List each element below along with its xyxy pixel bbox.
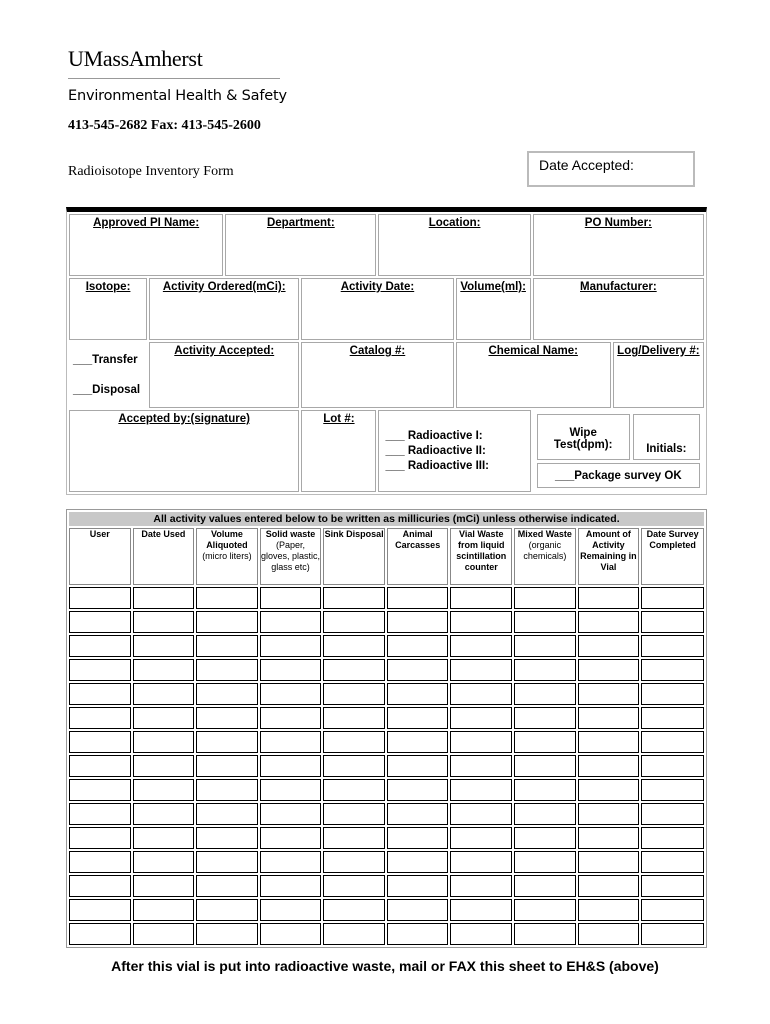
wipe-test-label: Wipe Test(dpm):: [553, 427, 613, 451]
entry-cell[interactable]: [260, 731, 322, 753]
entry-cell[interactable]: [450, 659, 512, 681]
table-row: [69, 779, 704, 801]
entry-cell[interactable]: [196, 587, 258, 609]
entry-cell[interactable]: [133, 731, 195, 753]
entry-cell[interactable]: [578, 683, 640, 705]
entry-cell[interactable]: [323, 659, 385, 681]
column-title: Amount of Activity Remaining in Vial: [580, 529, 637, 572]
entry-cell[interactable]: [196, 635, 258, 657]
entry-cell[interactable]: [641, 827, 704, 849]
entry-cell[interactable]: [387, 779, 449, 801]
location-label: Location:: [428, 217, 481, 229]
entry-cell[interactable]: [514, 659, 576, 681]
entry-cell[interactable]: [514, 851, 576, 873]
entry-cell[interactable]: [260, 827, 322, 849]
column-header: [514, 528, 576, 585]
activity-date-label: Activity Date:: [340, 281, 415, 293]
log-delivery-field[interactable]: [613, 342, 704, 408]
wipe-test-field[interactable]: [537, 414, 630, 460]
approved-pi-field[interactable]: [69, 214, 223, 276]
entry-cell[interactable]: [514, 683, 576, 705]
entry-cell[interactable]: [450, 899, 512, 921]
entry-cell[interactable]: [641, 899, 704, 921]
entry-cell[interactable]: [133, 635, 195, 657]
table-row: [69, 731, 704, 753]
column-header: [196, 528, 258, 585]
department-field[interactable]: [225, 214, 376, 276]
column-title: Date Survey Completed: [646, 529, 699, 550]
entry-cell[interactable]: [323, 899, 385, 921]
entry-cell[interactable]: [387, 659, 449, 681]
entry-cell[interactable]: [196, 707, 258, 729]
umass-logo: UMassAmherst: [68, 46, 203, 71]
entry-cell[interactable]: [133, 923, 195, 945]
table-row: [69, 659, 704, 681]
form-title: Radioisotope Inventory Form: [68, 164, 234, 179]
entry-cell[interactable]: [578, 875, 640, 897]
department-name: Environmental Health & Safety: [68, 88, 287, 104]
entry-cell[interactable]: [260, 899, 322, 921]
entry-cell[interactable]: [514, 875, 576, 897]
column-subtitle: (organic chemicals): [523, 540, 567, 561]
entry-cell[interactable]: [641, 755, 704, 777]
accepted-by-label: Accepted by:(signature): [118, 413, 250, 425]
table-row: [69, 707, 704, 729]
entry-cell[interactable]: [387, 899, 449, 921]
entry-cell[interactable]: [514, 755, 576, 777]
entry-cell[interactable]: [260, 803, 322, 825]
volume-field[interactable]: [456, 278, 531, 340]
entry-cell[interactable]: [323, 779, 385, 801]
entry-cell[interactable]: [69, 611, 131, 633]
entry-cell[interactable]: [387, 851, 449, 873]
entry-cell[interactable]: [641, 923, 704, 945]
entry-cell[interactable]: [69, 731, 131, 753]
entry-cell[interactable]: [578, 731, 640, 753]
transfer-disposal-options: [69, 342, 147, 408]
entry-cell[interactable]: [133, 659, 195, 681]
log-delivery-label: Log/Delivery #:: [617, 345, 700, 357]
entry-cell[interactable]: [196, 899, 258, 921]
entry-cell[interactable]: [450, 587, 512, 609]
entry-cell[interactable]: [260, 683, 322, 705]
manufacturer-label: Manufacturer:: [580, 281, 657, 293]
log-header-row: [69, 528, 704, 585]
entry-cell[interactable]: [196, 827, 258, 849]
radioactive-2-option[interactable]: ___ Radioactive II:: [385, 444, 486, 457]
entry-cell[interactable]: [133, 851, 195, 873]
usage-log-table: [66, 509, 707, 948]
po-number-label: PO Number:: [584, 217, 652, 229]
entry-cell[interactable]: [133, 899, 195, 921]
entry-cell[interactable]: [578, 635, 640, 657]
package-survey-option[interactable]: [537, 463, 700, 488]
activity-ordered-field[interactable]: [149, 278, 299, 340]
order-info-form: [66, 207, 707, 495]
radioactive-class-options: [378, 410, 530, 492]
entry-cell[interactable]: [69, 707, 131, 729]
entry-cell[interactable]: [323, 635, 385, 657]
entry-cell[interactable]: [514, 731, 576, 753]
entry-cell[interactable]: [69, 587, 131, 609]
entry-cell[interactable]: [578, 707, 640, 729]
table-row: [69, 923, 704, 945]
po-number-field[interactable]: [533, 214, 704, 276]
entry-cell[interactable]: [133, 755, 195, 777]
entry-cell[interactable]: [641, 587, 704, 609]
entry-cell[interactable]: [450, 635, 512, 657]
entry-cell[interactable]: [323, 875, 385, 897]
entry-cell[interactable]: [196, 611, 258, 633]
column-header: [578, 528, 640, 585]
entry-cell[interactable]: [69, 683, 131, 705]
entry-cell[interactable]: [323, 755, 385, 777]
manufacturer-field[interactable]: [533, 278, 704, 340]
entry-cell[interactable]: [196, 803, 258, 825]
entry-cell[interactable]: [69, 827, 131, 849]
entry-cell[interactable]: [578, 923, 640, 945]
footer-instruction: After this vial is put into radioactive waste, mail or FAX this sheet to EH&S (above): [111, 958, 659, 974]
entry-cell[interactable]: [578, 755, 640, 777]
entry-cell[interactable]: [260, 875, 322, 897]
entry-cell[interactable]: [387, 875, 449, 897]
entry-cell[interactable]: [641, 851, 704, 873]
entry-cell[interactable]: [133, 779, 195, 801]
entry-cell[interactable]: [196, 923, 258, 945]
entry-cell[interactable]: [323, 851, 385, 873]
entry-cell[interactable]: [260, 707, 322, 729]
entry-cell[interactable]: [133, 803, 195, 825]
entry-cell[interactable]: [578, 827, 640, 849]
column-title: Date Used: [141, 529, 186, 539]
entry-cell[interactable]: [387, 707, 449, 729]
column-title: User: [89, 529, 110, 539]
table-row: [69, 851, 704, 873]
entry-cell[interactable]: [514, 707, 576, 729]
disposal-option[interactable]: ___Disposal: [73, 384, 141, 396]
entry-cell[interactable]: [323, 611, 385, 633]
entry-cell[interactable]: [450, 803, 512, 825]
entry-cell[interactable]: [450, 875, 512, 897]
initials-field[interactable]: [633, 414, 700, 460]
isotope-label: Isotope:: [85, 281, 131, 293]
entry-cell[interactable]: [450, 851, 512, 873]
entry-cell[interactable]: [514, 587, 576, 609]
entry-cell[interactable]: [196, 659, 258, 681]
entry-cell[interactable]: [514, 779, 576, 801]
entry-cell[interactable]: [641, 731, 704, 753]
table-row: [69, 635, 704, 657]
column-header: [133, 528, 195, 585]
entry-cell[interactable]: [514, 923, 576, 945]
entry-cell[interactable]: [260, 659, 322, 681]
entry-cell[interactable]: [69, 755, 131, 777]
entry-cell[interactable]: [387, 827, 449, 849]
column-header: [387, 528, 449, 585]
entry-cell[interactable]: [450, 827, 512, 849]
entry-cell[interactable]: [260, 755, 322, 777]
activity-accepted-field[interactable]: [149, 342, 299, 408]
lot-field[interactable]: [301, 410, 376, 492]
entry-cell[interactable]: [323, 707, 385, 729]
mci-note: All activity values entered below to be written as millicuries (mCi) unless otherwise indicated.: [69, 512, 704, 526]
entry-cell[interactable]: [69, 875, 131, 897]
entry-cell[interactable]: [133, 587, 195, 609]
entry-cell[interactable]: [387, 635, 449, 657]
column-header: [260, 528, 322, 585]
entry-cell[interactable]: [514, 803, 576, 825]
package-survey-label: ___Package survey OK: [555, 469, 682, 482]
entry-cell[interactable]: [578, 899, 640, 921]
entry-cell[interactable]: [69, 923, 131, 945]
entry-cell[interactable]: [578, 779, 640, 801]
radioactive-3-option[interactable]: ___ Radioactive III:: [385, 459, 490, 472]
entry-cell[interactable]: [387, 803, 449, 825]
column-title: Animal Carcasses: [395, 529, 441, 550]
entry-cell[interactable]: [260, 851, 322, 873]
entry-cell[interactable]: [69, 659, 131, 681]
entry-cell[interactable]: [260, 635, 322, 657]
column-subtitle: (Paper, gloves, plastic, glass etc): [261, 540, 321, 572]
volume-label: Volume(ml):: [460, 281, 526, 293]
catalog-field[interactable]: [301, 342, 453, 408]
entry-cell[interactable]: [387, 731, 449, 753]
entry-cell[interactable]: [450, 923, 512, 945]
entry-cell[interactable]: [69, 779, 131, 801]
isotope-field[interactable]: [69, 278, 147, 340]
column-title: Solid waste: [265, 529, 316, 539]
entry-cell[interactable]: [260, 923, 322, 945]
logo-divider: [68, 78, 280, 79]
entry-cell[interactable]: [641, 659, 704, 681]
entry-cell[interactable]: [514, 611, 576, 633]
column-title: Volume Aliquoted: [206, 529, 248, 550]
entry-cell[interactable]: [641, 875, 704, 897]
entry-cell[interactable]: [196, 683, 258, 705]
entry-cell[interactable]: [641, 707, 704, 729]
entry-cell[interactable]: [450, 707, 512, 729]
entry-cell[interactable]: [260, 587, 322, 609]
table-row: [69, 875, 704, 897]
initials-label: Initials:: [646, 443, 687, 455]
entry-cell[interactable]: [323, 683, 385, 705]
entry-cell[interactable]: [450, 683, 512, 705]
table-row: [69, 611, 704, 633]
entry-cell[interactable]: [578, 803, 640, 825]
entry-cell[interactable]: [514, 827, 576, 849]
entry-cell[interactable]: [196, 779, 258, 801]
entry-cell[interactable]: [323, 587, 385, 609]
column-header: [323, 528, 385, 585]
entry-cell[interactable]: [323, 731, 385, 753]
entry-cell[interactable]: [260, 611, 322, 633]
entry-cell[interactable]: [323, 803, 385, 825]
entry-cell[interactable]: [514, 899, 576, 921]
entry-cell[interactable]: [387, 755, 449, 777]
approved-pi-label: Approved PI Name:: [93, 217, 200, 229]
table-row: [69, 755, 704, 777]
radioactive-1-option[interactable]: ___ Radioactive I:: [385, 429, 483, 442]
entry-cell[interactable]: [450, 611, 512, 633]
date-accepted-label: Date Accepted:: [539, 157, 634, 173]
activity-ordered-label: Activity Ordered(mCi):: [162, 281, 286, 293]
entry-cell[interactable]: [450, 779, 512, 801]
entry-cell[interactable]: [196, 875, 258, 897]
entry-cell[interactable]: [133, 611, 195, 633]
column-title: Mixed Waste: [517, 529, 572, 539]
entry-cell[interactable]: [514, 635, 576, 657]
entry-cell[interactable]: [387, 923, 449, 945]
column-title: Vial Waste from liquid scintillation counter: [456, 529, 507, 572]
phone-fax: 413-545-2682 Fax: 413-545-2600: [68, 118, 261, 133]
entry-cell[interactable]: [133, 707, 195, 729]
transfer-option[interactable]: ___Transfer: [73, 354, 138, 366]
table-row: [69, 683, 704, 705]
column-title: Sink Disposal: [324, 529, 384, 539]
chemical-name-label: Chemical Name:: [488, 345, 578, 357]
entry-cell[interactable]: [450, 755, 512, 777]
catalog-label: Catalog #:: [349, 345, 406, 357]
accepted-by-signature-field[interactable]: [69, 410, 299, 492]
wipe-test-block: [533, 410, 704, 492]
column-header: [450, 528, 512, 585]
entry-cell[interactable]: [641, 611, 704, 633]
entry-cell[interactable]: [133, 827, 195, 849]
chemical-name-field[interactable]: [456, 342, 611, 408]
location-field[interactable]: [378, 214, 530, 276]
entry-cell[interactable]: [323, 827, 385, 849]
entry-cell[interactable]: [69, 899, 131, 921]
column-header: [641, 528, 704, 585]
department-label: Department:: [266, 217, 335, 229]
table-row: [69, 587, 704, 609]
activity-accepted-label: Activity Accepted:: [174, 345, 275, 357]
entry-cell[interactable]: [450, 731, 512, 753]
entry-cell[interactable]: [641, 779, 704, 801]
entry-cell[interactable]: [641, 683, 704, 705]
entry-cell[interactable]: [196, 755, 258, 777]
lot-label: Lot #:: [323, 413, 355, 425]
entry-cell[interactable]: [578, 611, 640, 633]
table-row: [69, 899, 704, 921]
entry-cell[interactable]: [578, 851, 640, 873]
entry-cell[interactable]: [387, 587, 449, 609]
entry-cell[interactable]: [641, 803, 704, 825]
entry-cell[interactable]: [69, 851, 131, 873]
entry-cell[interactable]: [133, 683, 195, 705]
entry-cell[interactable]: [69, 635, 131, 657]
entry-cell[interactable]: [387, 683, 449, 705]
entry-cell[interactable]: [133, 875, 195, 897]
entry-cell[interactable]: [641, 635, 704, 657]
column-header: [69, 528, 131, 585]
entry-cell[interactable]: [578, 587, 640, 609]
entry-cell[interactable]: [323, 923, 385, 945]
entry-cell[interactable]: [578, 659, 640, 681]
entry-cell[interactable]: [387, 611, 449, 633]
table-row: [69, 827, 704, 849]
entry-cell[interactable]: [260, 779, 322, 801]
table-row: [69, 803, 704, 825]
entry-cell[interactable]: [69, 803, 131, 825]
entry-cell[interactable]: [196, 731, 258, 753]
activity-date-field[interactable]: [301, 278, 453, 340]
column-subtitle: (micro liters): [202, 551, 252, 561]
entry-cell[interactable]: [196, 851, 258, 873]
date-accepted-field[interactable]: [527, 151, 695, 187]
